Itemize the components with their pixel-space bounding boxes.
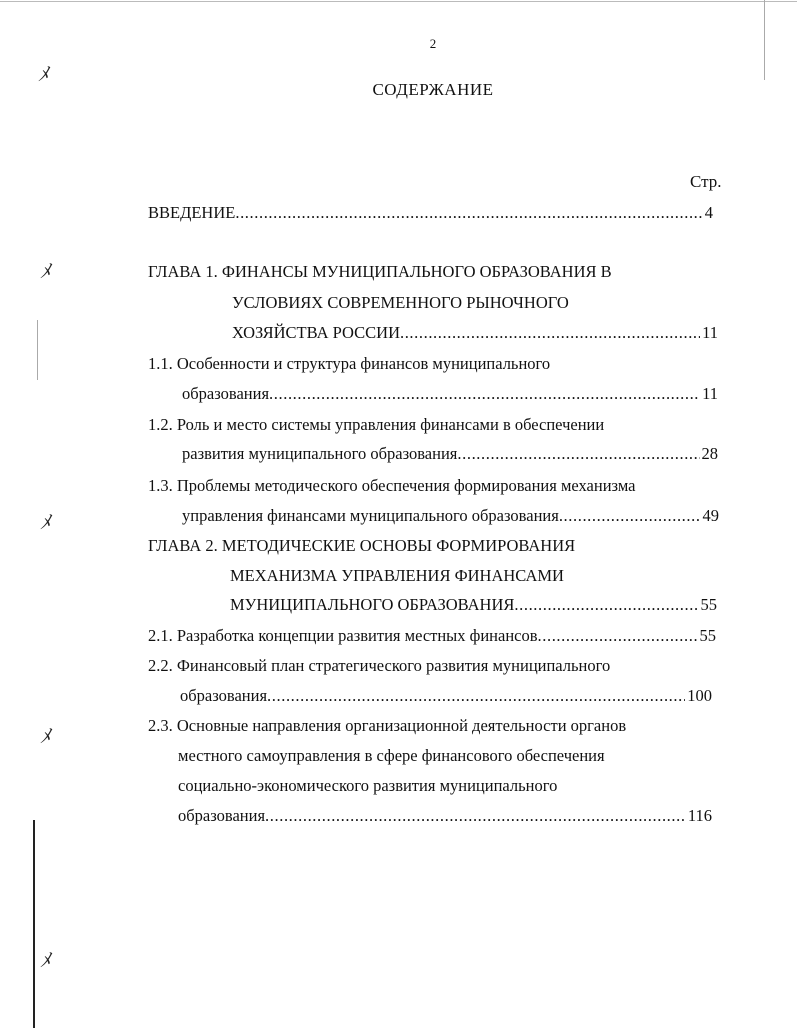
- toc-entry-page: 55: [700, 595, 717, 614]
- toc-entry-page: 55: [699, 626, 716, 645]
- scan-edge-top: [0, 1, 797, 2]
- toc-entry-page: 49: [702, 506, 719, 525]
- toc-chapter-1-line-1[interactable]: ГЛАВА 1. ФИНАНСЫ МУНИЦИПАЛЬНОГО ОБРАЗОВАНИЯ В: [148, 262, 612, 281]
- scan-edge-left-faint: [37, 320, 38, 380]
- toc-entry-page: 11: [702, 384, 718, 403]
- dot-leader: [538, 626, 698, 646]
- dot-leader: [559, 506, 701, 526]
- toc-section-1-1-last-line[interactable]: [182, 384, 718, 406]
- toc-chapter-1-line-2[interactable]: УСЛОВИЯХ СОВРЕМЕННОГО РЫНОЧНОГО: [232, 293, 569, 312]
- toc-chapter-2-line-2[interactable]: МЕХАНИЗМА УПРАВЛЕНИЯ ФИНАНСАМИ: [230, 566, 564, 585]
- toc-section-2-3-line-3[interactable]: социально-экономического развития муниципального: [178, 776, 558, 795]
- toc-entry-text: 2.1. Разработка концепции развития местных финансов: [148, 626, 538, 645]
- toc-section-2-1[interactable]: [148, 626, 716, 648]
- margin-mark: ﾒ: [40, 726, 50, 748]
- dot-leader: [235, 203, 702, 223]
- page-column-label: Стр.: [690, 172, 722, 191]
- toc-entry-text: образования: [180, 686, 268, 705]
- dot-leader: [269, 384, 700, 404]
- toc-section-2-3-line-2[interactable]: местного самоуправления в сфере финансового обеспечения: [178, 746, 605, 765]
- toc-entry-page: 4: [704, 203, 713, 222]
- toc-section-1-3-line-1[interactable]: 1.3. Проблемы методического обеспечения формирования механизма: [148, 476, 636, 495]
- toc-entry-text: образования: [182, 384, 270, 403]
- toc-section-2-2-last-line[interactable]: [180, 686, 712, 708]
- margin-mark: ﾒ: [38, 64, 48, 86]
- toc-section-1-1-line-1[interactable]: 1.1. Особенности и структура финансов муниципального: [148, 354, 551, 373]
- toc-entry-text: МУНИЦИПАЛЬНОГО ОБРАЗОВАНИЯ: [230, 595, 515, 614]
- toc-section-2-3-line-1[interactable]: 2.3. Основные направления организационной деятельности органов: [148, 716, 627, 735]
- toc-chapter-2-line-1[interactable]: ГЛАВА 2. МЕТОДИЧЕСКИЕ ОСНОВЫ ФОРМИРОВАНИЯ: [148, 536, 576, 555]
- margin-mark: ﾒ: [40, 512, 50, 534]
- toc-entry-page: 11: [702, 323, 718, 342]
- toc-entry-text: управления финансами муниципального образования: [182, 506, 559, 525]
- dot-leader: [400, 323, 700, 343]
- page-title: СОДЕРЖАНИЕ: [372, 80, 494, 99]
- toc-section-2-3-last-line[interactable]: [178, 806, 712, 828]
- page-number: 2: [429, 36, 437, 51]
- toc-section-2-2-line-1[interactable]: 2.2. Финансовый план стратегического развития муниципального: [148, 656, 611, 675]
- dot-leader: [265, 806, 686, 826]
- toc-entry-page: 116: [687, 806, 712, 825]
- margin-mark: ﾒ: [40, 261, 50, 283]
- toc-entry-text: ВВЕДЕНИЕ: [148, 203, 236, 222]
- toc-entry-text: ХОЗЯЙСТВА РОССИИ: [232, 323, 400, 342]
- margin-mark: ﾒ: [40, 950, 50, 972]
- dot-leader: [267, 686, 685, 706]
- toc-chapter-1-last-line[interactable]: [232, 323, 718, 345]
- toc-entry-page: 100: [687, 686, 712, 705]
- scan-edge-left: [33, 820, 35, 1028]
- toc-chapter-2-last-line[interactable]: [230, 595, 717, 617]
- toc-entry-page: 28: [701, 444, 718, 463]
- toc-entry-text: образования: [178, 806, 266, 825]
- toc-entry-text: развития муниципального образования: [182, 444, 458, 463]
- dot-leader: [457, 444, 699, 464]
- toc-section-1-3-last-line[interactable]: [182, 506, 719, 528]
- toc-section-1-2-last-line[interactable]: [182, 444, 718, 466]
- toc-section-1-2-line-1[interactable]: 1.2. Роль и место системы управления финансами в обеспечении: [148, 415, 605, 434]
- toc-entry-intro[interactable]: [148, 203, 713, 225]
- dot-leader: [514, 595, 698, 615]
